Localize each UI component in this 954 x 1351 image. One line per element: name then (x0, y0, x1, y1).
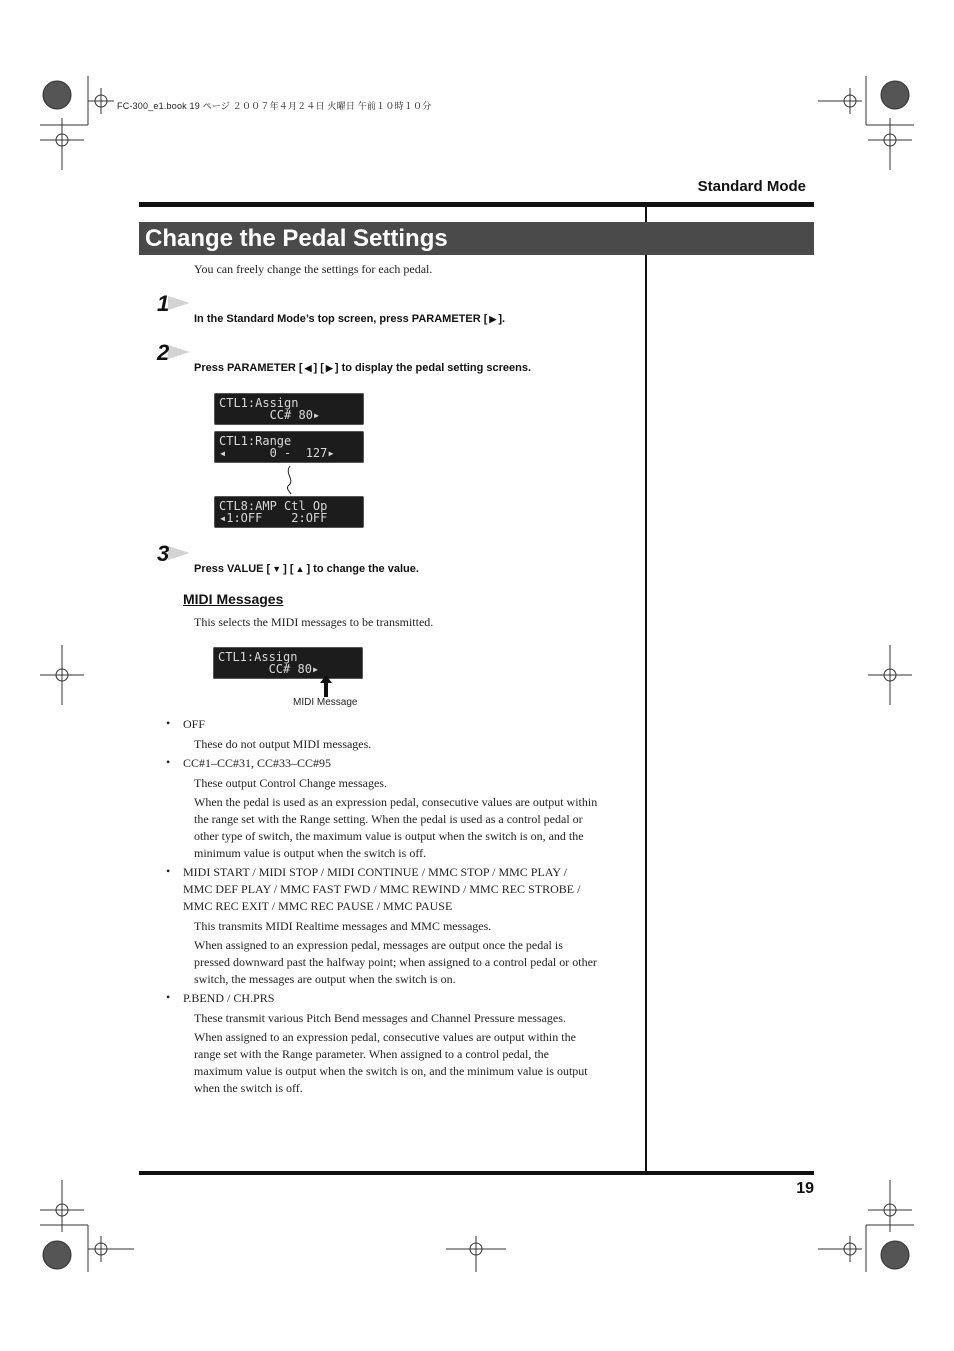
bullet-label: OFF (183, 717, 206, 731)
step-marker-icon (168, 345, 190, 359)
bullet-paragraph: When assigned to an expression pedal, messages are output once the pedal is pressed downward past the halfway point; when assigned to a control pedal or other switch, the messages are output when the switch is on. (194, 938, 597, 986)
bullet-label: P.BEND / CH.PRS (183, 991, 275, 1005)
step-marker-icon (168, 296, 190, 310)
bullet-list (166, 716, 636, 1097)
bullet-icon: • (166, 990, 171, 1004)
midi-message-caption: MIDI Message (293, 697, 358, 708)
bullet-paragraph: These output Control Change messages. (194, 776, 387, 790)
right-arrow-icon: ▶ (325, 363, 333, 373)
step-2-text: Press PARAMETER [ ◀ ] [ ▶ ] to display the pedal setting screens. (194, 362, 532, 374)
lcd-screen-range: CTL1:Range ◂ 0 - 127▸ (214, 431, 364, 463)
midi-description: This selects the MIDI messages to be transmitted. (194, 615, 434, 629)
step-2-number: 2 (157, 340, 170, 365)
lcd-screen-midi: CTL1:Assign CC# 80▸ (213, 647, 363, 679)
play-right-icon: ▶ (489, 314, 497, 324)
bullet-paragraph: This transmits MIDI Realtime messages and MMC messages. (194, 919, 492, 933)
list-item (166, 755, 636, 775)
continuation-squiggle-icon (280, 464, 300, 496)
left-arrow-icon: ◀ (304, 363, 312, 373)
step-3-text: Press VALUE [ ▼ ] [ ▲ ] to change the value. (194, 563, 419, 575)
lcd-screen-assign: CTL1:Assign CC# 80▸ (214, 393, 364, 425)
bullet-icon: • (166, 716, 171, 730)
bullet-icon: • (166, 864, 171, 878)
bullet-label: MIDI START / MIDI STOP / MIDI CONTINUE / MMC STOP / MMC PLAY / MMC DEF PLAY / MMC FAST FWD / MMC REWIND / MMC REC STROBE / MMC REC EXIT / MMC REC PAUSE / MMC PAUSE (183, 865, 581, 913)
step-1-text: In the Standard Mode’s top screen, press PARAMETER [ ▶ ]. (194, 313, 506, 325)
step-3-number: 3 (157, 541, 170, 566)
top-rule (139, 202, 814, 207)
bullet-paragraph: When the pedal is used as an expression pedal, consecutive values are output within the range set with the Range setting. When the pedal is used as a control pedal or other type of switch, the maximum value is output when the switch is on, and the minimum value is output when the switch is off. (194, 795, 598, 860)
down-arrow-icon: ▼ (272, 564, 282, 574)
page-number: 19 (796, 1180, 814, 1197)
bullet-paragraph: These do not output MIDI messages. (194, 737, 372, 751)
intro-text: You can freely change the settings for each pedal. (194, 262, 433, 276)
pointer-arrow-icon (319, 675, 333, 697)
file-info-header: FC-300_e1.book 19 ページ ２００７年４月２４日 火曜日 午前１０時１０分 (117, 101, 432, 111)
section-label: Standard Mode (697, 178, 806, 195)
bottom-rule (139, 1171, 814, 1175)
bullet-icon: • (166, 755, 171, 769)
list-item (166, 864, 636, 915)
bullet-paragraph: When assigned to an expression pedal, consecutive values are output within the range set with the Range parameter. When assigned to a control pedal, the maximum value is output when the switch is on, and the minimum value is output when the switch is off. (194, 1030, 588, 1095)
lcd-screen-amp-ctl: CTL8:AMP Ctl Op ◂1:OFF 2:OFF (214, 496, 364, 528)
bullet-label: CC#1–CC#31, CC#33–CC#95 (183, 756, 332, 770)
step-marker-icon (168, 546, 190, 560)
bullet-paragraph: These transmit various Pitch Bend messages and Channel Pressure messages. (194, 1011, 566, 1025)
list-item (166, 716, 636, 736)
page-title: Change the Pedal Settings (145, 225, 448, 252)
midi-messages-heading: MIDI Messages (183, 591, 284, 607)
step-1-number: 1 (157, 291, 170, 316)
column-divider (645, 207, 647, 1173)
list-item (166, 990, 636, 1010)
up-arrow-icon: ▲ (295, 564, 305, 574)
